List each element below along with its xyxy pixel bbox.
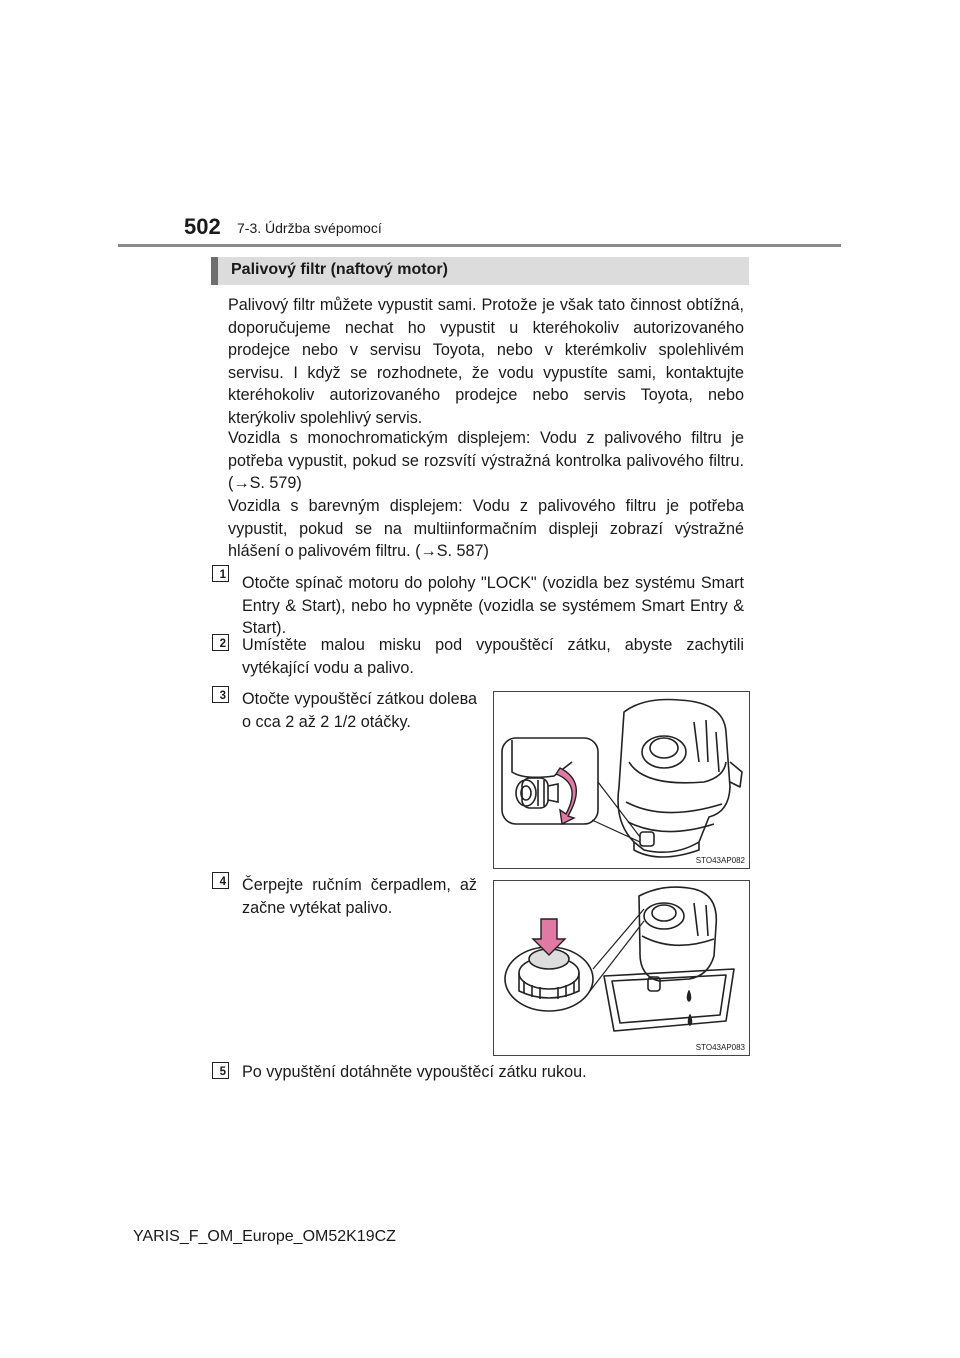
page-number: 502 [184, 214, 221, 239]
section-title: 7-3. Údržba svépomocí [237, 220, 382, 236]
paragraph-color: Vozidla s barevným displejem: Vodu z palivového filtru je potřeba vypustit, pokud se na multiinformačním displeji zobrazí výstražné hlášení o palivovém filtru. (→S. 587) [228, 497, 744, 560]
step-text-1: Otočte spínač motoru do polohy "LOCK" (vozidla bez systému Smart Entry & Start), nebo ho vypněte (vozidla se systémem Smart Entry & Start). [242, 574, 744, 637]
drain-plug-illustration [494, 692, 750, 869]
header-rule [118, 244, 841, 247]
figure-drain-plug [493, 691, 750, 869]
hand-pump-illustration [494, 881, 750, 1056]
step-text-2: Umístěte malou misku pod vypouštěcí zátku, abyste zachytili vytékající vodu a palivo. [242, 636, 744, 677]
title-text: Palivový filtr (naftový motor) [231, 261, 448, 278]
paragraph-intro: Palivový filtr můžete vypustit sami. Protože je však tato činnost obtížná, doporučujeme nechat ho vypustit u kteréhokoliv autorizovaného prodejce nebo v servisu Toyota, nebo v kterémkoliv spolehlivém servisu. I když se rozhodnete, že vodu vypustíte sami, kontaktujte kteréhokoliv autorizovaného prodejce nebo servis Toyota, nebo kterýkoliv spolehlivý servis. [228, 296, 744, 427]
step-badge-3: 3 [212, 686, 229, 703]
step-badge-5: 5 [212, 1062, 229, 1079]
figure-code-1: STO43AP082 [695, 856, 745, 865]
step-badge-4: 4 [212, 872, 229, 889]
step-text-4: Čerpejte ručním čerpadlem, až začne vytékat palivo. [242, 876, 477, 917]
paragraph-monochrome: Vozidla s monochromatickým displejem: Vodu z palivového filtru je potřeba vypustit, pokud se rozsvítí výstražná kontrolka palivového filtru. (→S. 579) [228, 429, 744, 492]
title-bar [211, 257, 749, 285]
step-text-3: Otočte vypouštěcí zátkou dolева o cca 2 až 2 1/2 otáčky. [242, 690, 477, 731]
step-badge-2: 2 [212, 634, 229, 651]
figure-hand-pump [493, 880, 750, 1056]
step-text-5: Po vypuštění dotáhněte vypouštěcí zátku rukou. [242, 1063, 587, 1081]
step-badge-1: 1 [212, 565, 229, 582]
footer-document-code: YARIS_F_OM_Europe_OM52K19CZ [133, 1228, 396, 1245]
figure-code-2: STO43AP083 [695, 1043, 745, 1052]
